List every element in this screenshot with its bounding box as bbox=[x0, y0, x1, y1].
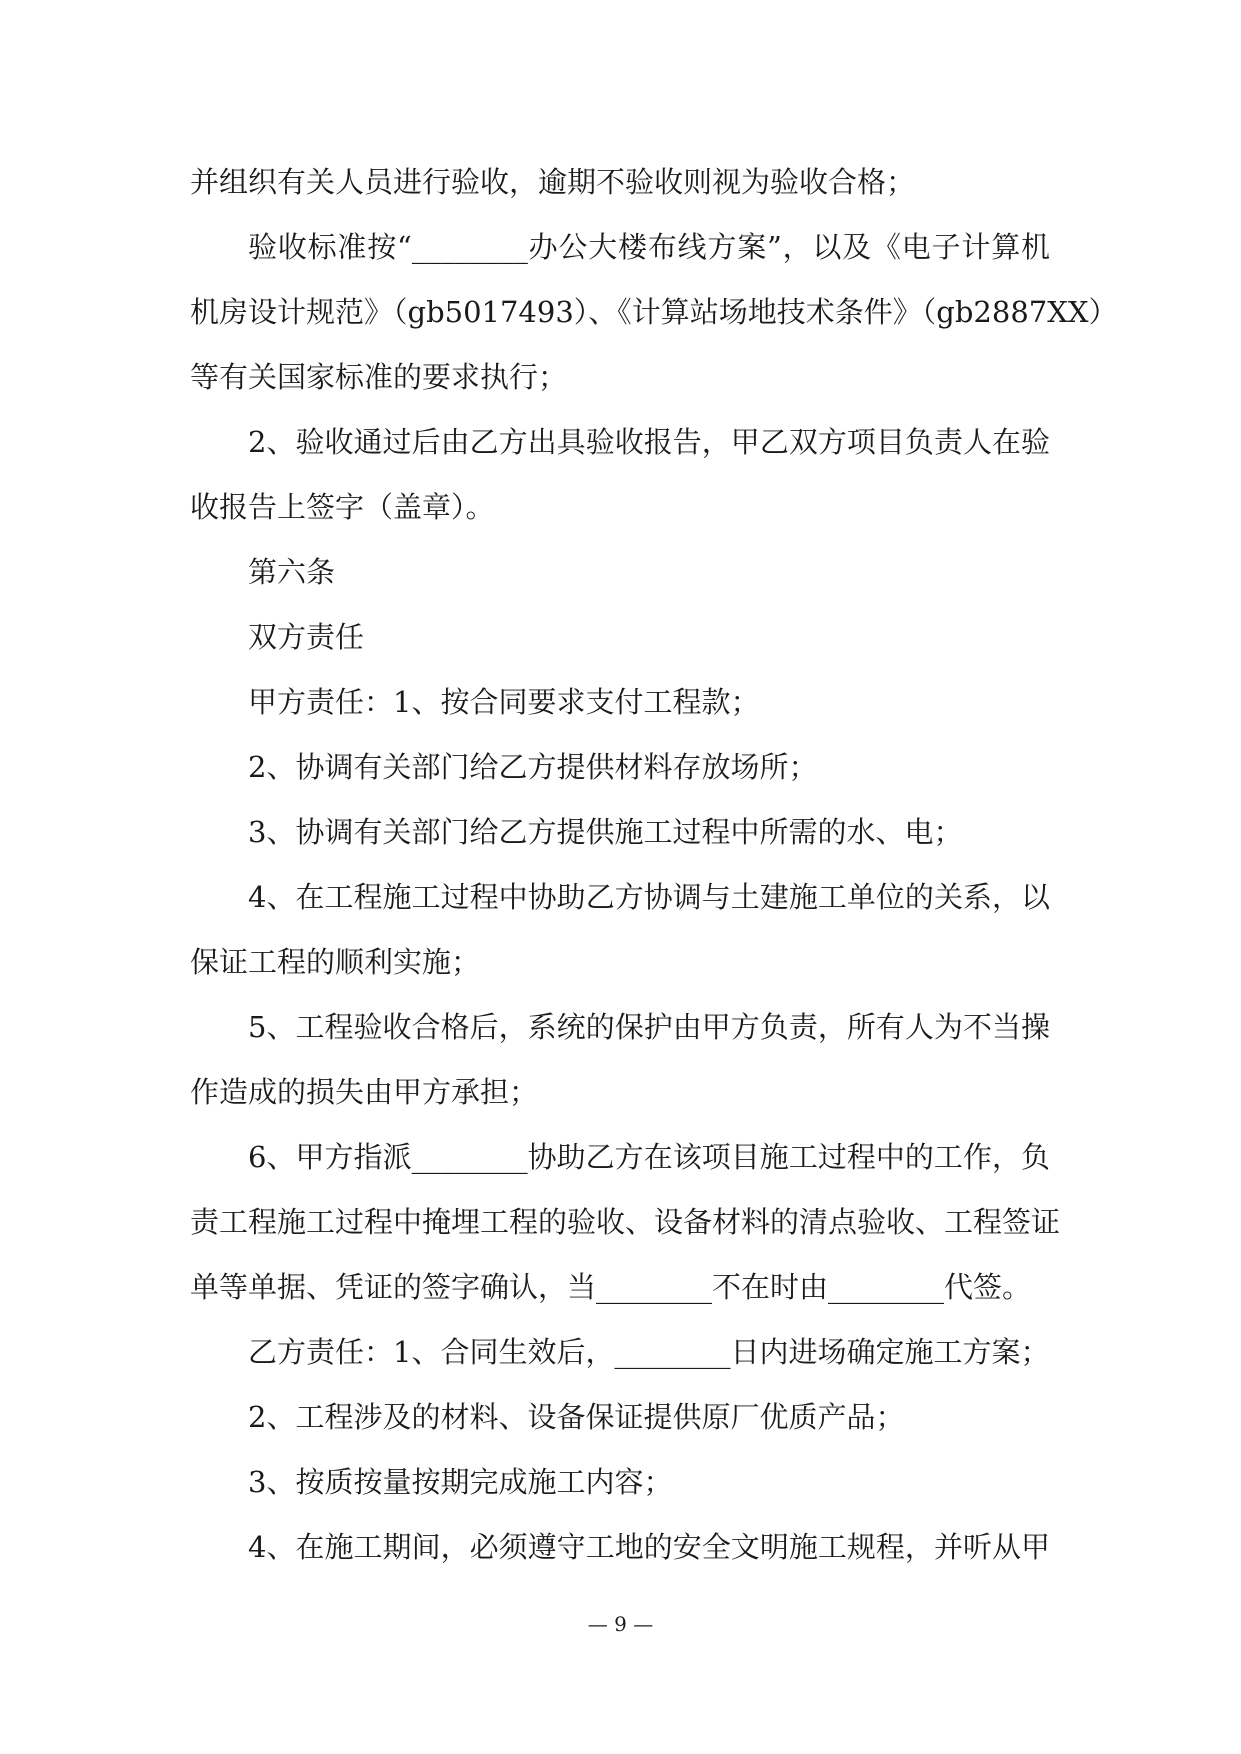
paragraph-line: 验收标准按“________办公大楼布线方案”，以及《电子计算机 bbox=[248, 230, 1050, 264]
paragraph-line: 单等单据、凭证的签字确认，当________不在时由________代签。 bbox=[190, 1270, 1032, 1304]
page-number: — 9 — bbox=[587, 1612, 654, 1636]
paragraph-line: 等有关国家标准的要求执行； bbox=[190, 360, 568, 394]
paragraph-line: 机房设计规范》（gb5017493）、《计算站场地技术条件》（gb2887XX） bbox=[190, 295, 1118, 329]
paragraph-line: 4、在施工期间，必须遵守工地的安全文明施工规程，并听从甲 bbox=[248, 1530, 1050, 1564]
section-heading: 第六条 bbox=[248, 555, 336, 589]
paragraph-line: 3、协调有关部门给乙方提供施工过程中所需的水、电； bbox=[248, 815, 963, 849]
paragraph-line: 5、工程验收合格后，系统的保护由甲方负责，所有人为不当操 bbox=[248, 1010, 1050, 1044]
paragraph-line: 保证工程的顺利实施； bbox=[190, 945, 481, 979]
paragraph-line: 甲方责任：1、按合同要求支付工程款； bbox=[248, 685, 760, 719]
paragraph-line: 作造成的损失由甲方承担； bbox=[190, 1075, 539, 1109]
paragraph-line: 3、按质按量按期完成施工内容； bbox=[248, 1465, 673, 1499]
document-body bbox=[190, 150, 1118, 1580]
paragraph-line: 乙方责任：1、合同生效后，________日内进场确定施工方案； bbox=[248, 1335, 1050, 1369]
section-title: 双方责任 bbox=[248, 620, 365, 654]
paragraph-line: 6、甲方指派________协助乙方在该项目施工过程中的工作，负 bbox=[248, 1140, 1050, 1174]
paragraph-line: 并组织有关人员进行验收，逾期不验收则视为验收合格； bbox=[190, 165, 916, 199]
paragraph-line: 2、验收通过后由乙方出具验收报告，甲乙双方项目负责人在验 bbox=[248, 425, 1050, 459]
paragraph-line: 责工程施工过程中掩埋工程的验收、设备材料的清点验收、工程签证 bbox=[190, 1205, 1061, 1239]
paragraph-line: 2、协调有关部门给乙方提供材料存放场所； bbox=[248, 750, 818, 784]
paragraph-line: 4、在工程施工过程中协助乙方协调与土建施工单位的关系，以 bbox=[248, 880, 1050, 914]
paragraph-line: 收报告上签字（盖章）。 bbox=[190, 490, 495, 524]
paragraph-line: 2、工程涉及的材料、设备保证提供原厂优质产品； bbox=[248, 1400, 905, 1434]
